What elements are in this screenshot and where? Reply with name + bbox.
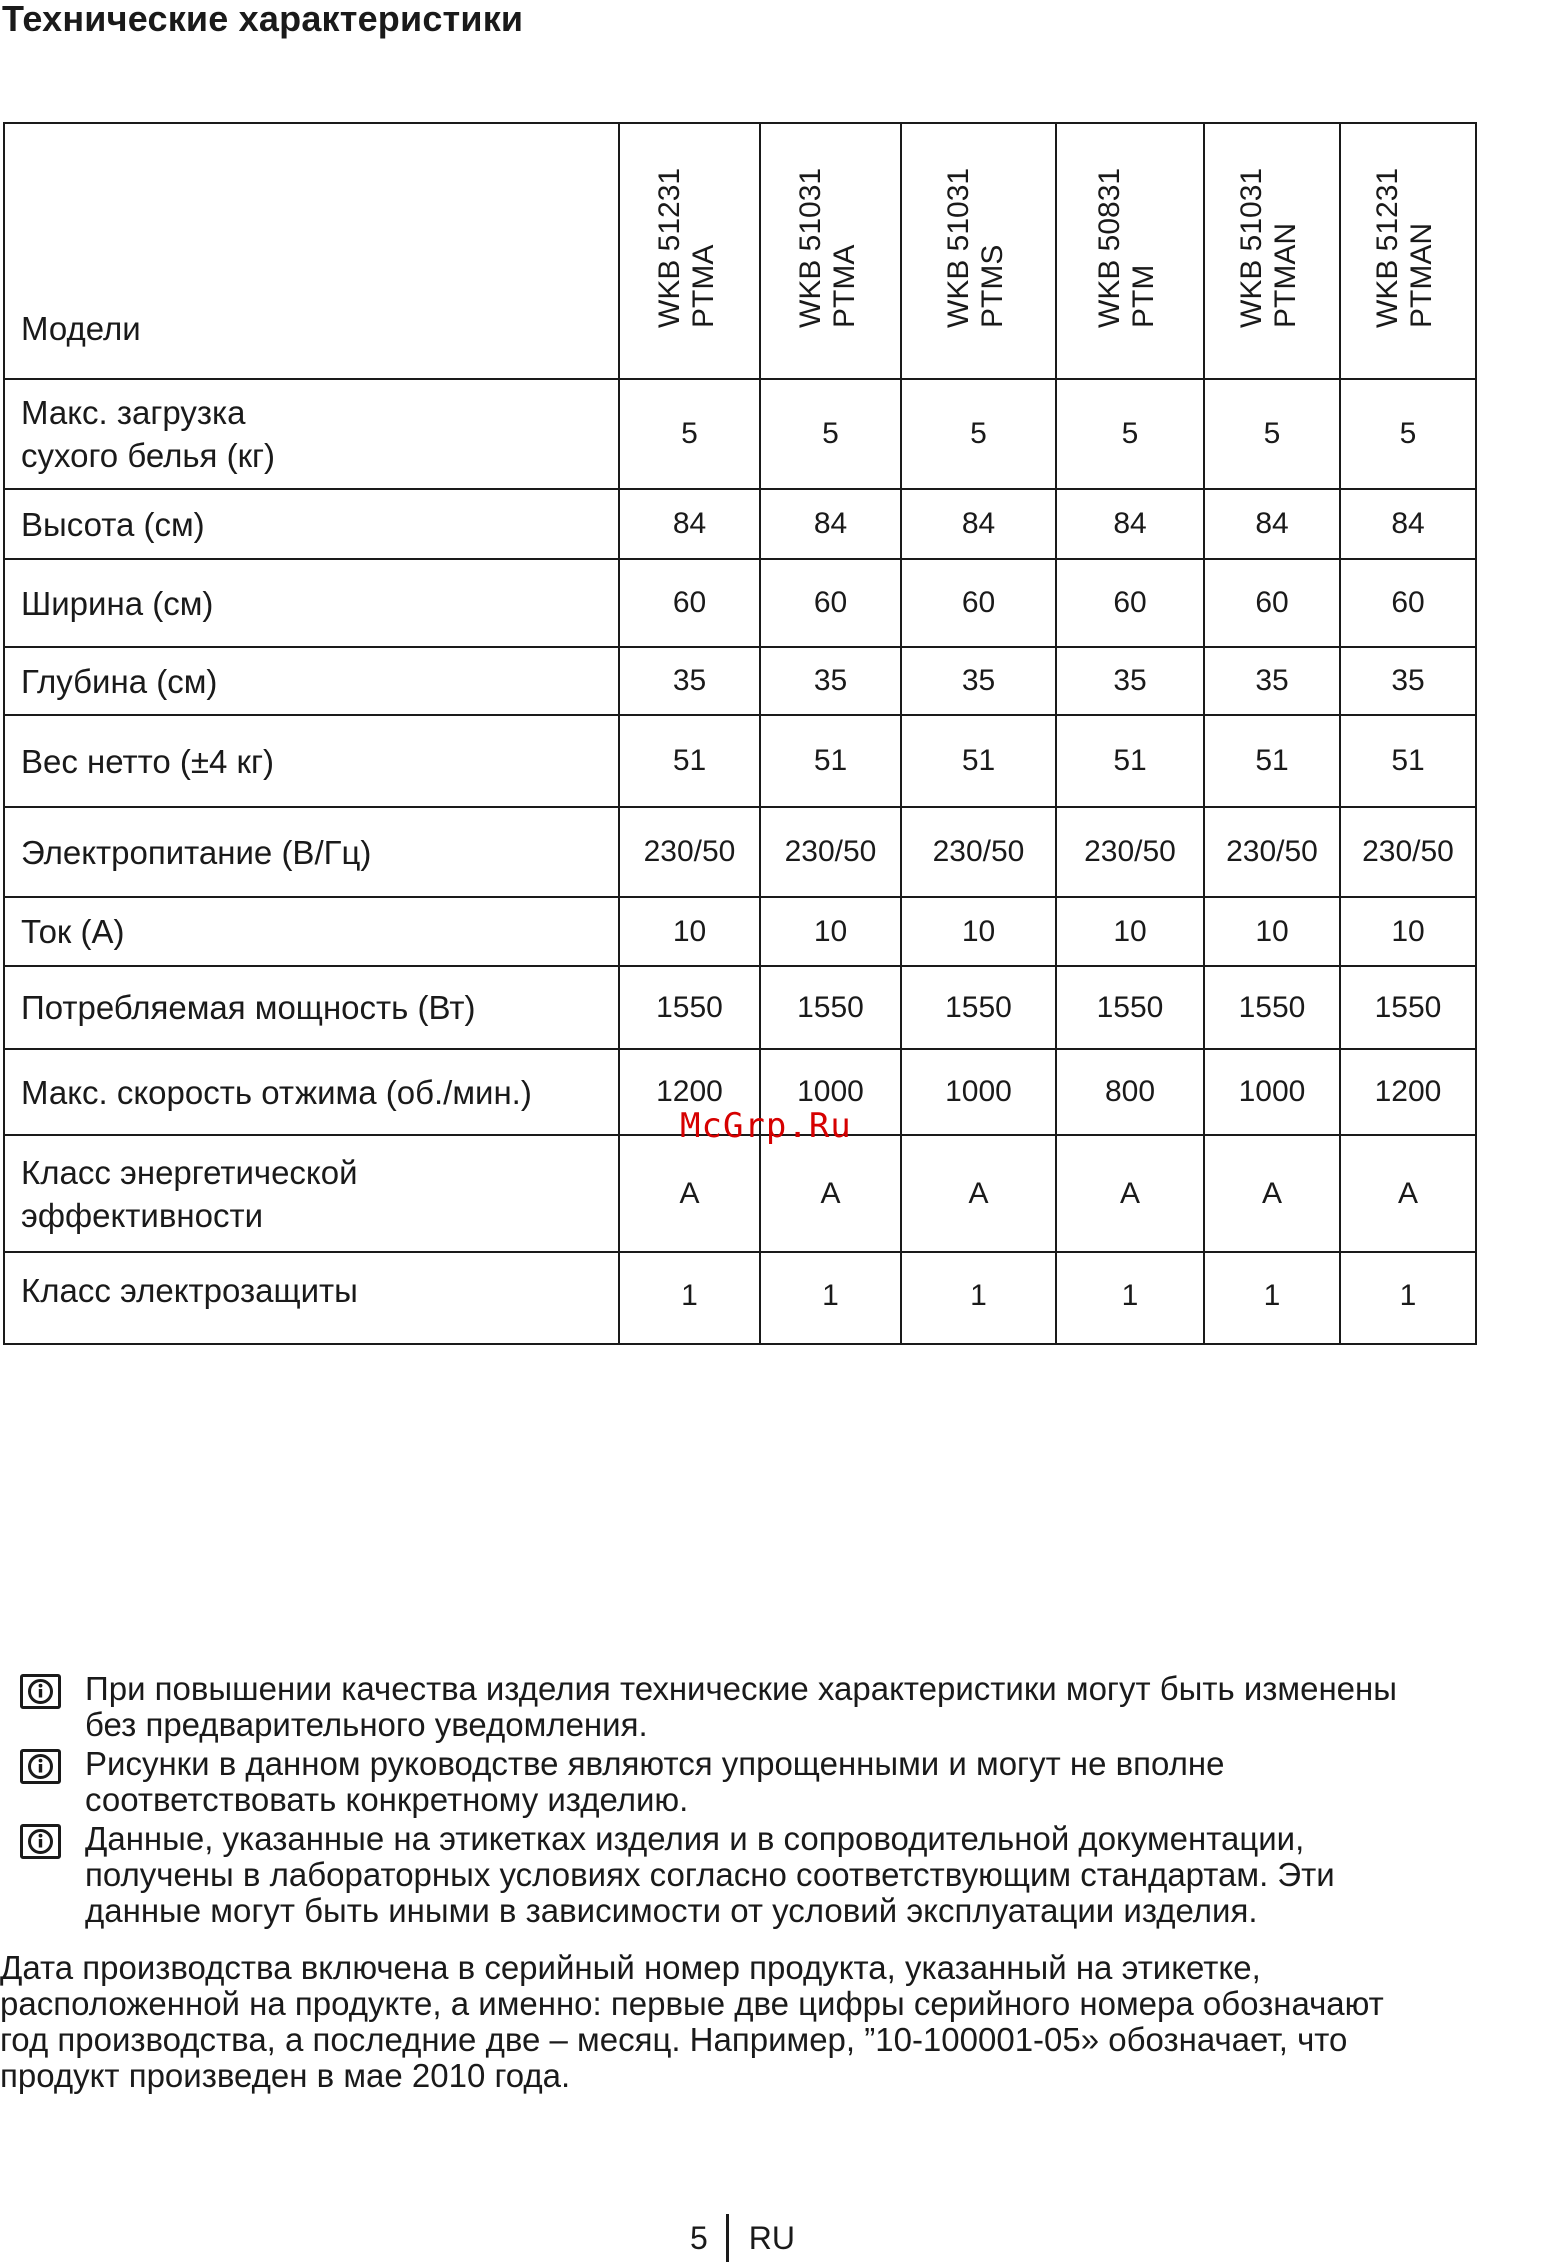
table-row	[4, 489, 1476, 559]
table-cell: 1550	[760, 966, 901, 1049]
table-cell: 230/50	[1340, 807, 1476, 897]
table-cell: 35	[619, 647, 760, 715]
model-header	[1056, 123, 1204, 379]
table-cell: 1550	[619, 966, 760, 1049]
table-cell: 1000	[1204, 1049, 1340, 1135]
table-cell: 1550	[901, 966, 1056, 1049]
table-cell: 10	[760, 897, 901, 966]
table-row	[4, 966, 1476, 1049]
note-line: без предварительного уведомления.	[85, 1706, 648, 1743]
table-cell: 230/50	[1056, 807, 1204, 897]
table-cell: A	[1204, 1135, 1340, 1252]
model-header	[619, 123, 760, 379]
note-line: При повышении качества изделия технические характеристики могут быть изменены	[85, 1670, 1397, 1707]
table-cell: 84	[1204, 489, 1340, 559]
note-item	[20, 1671, 1546, 1743]
table-cell: 60	[619, 559, 760, 647]
model-suffix: PTMA	[827, 244, 861, 328]
model-header	[901, 123, 1056, 379]
model-suffix: PTMS	[975, 244, 1009, 328]
table-cell: A	[901, 1135, 1056, 1252]
table-cell: 51	[1204, 715, 1340, 807]
table-cell: 1550	[1204, 966, 1340, 1049]
row-label: Глубина (см)	[4, 647, 619, 715]
model-suffix: PTM	[1127, 264, 1160, 328]
table-cell: 60	[760, 559, 901, 647]
page-number: 5	[690, 2219, 708, 2256]
table-cell: 1200	[1340, 1049, 1476, 1135]
info-icon	[20, 1674, 61, 1709]
table-cell: 1	[760, 1252, 901, 1344]
note-line: соответствовать конкретному изделию.	[85, 1781, 689, 1818]
table-cell: 230/50	[1204, 807, 1340, 897]
table-row	[4, 715, 1476, 807]
table-cell: 84	[901, 489, 1056, 559]
table-cell: 1	[1056, 1252, 1204, 1344]
table-cell: 5	[901, 379, 1056, 489]
table-cell: 84	[760, 489, 901, 559]
table-cell: 1550	[1056, 966, 1204, 1049]
table-cell: 10	[619, 897, 760, 966]
model-code: WKB 51231	[1371, 167, 1404, 328]
row-label: Потребляемая мощность (Вт)	[4, 966, 619, 1049]
page-footer	[690, 2218, 795, 2258]
paragraph-line: расположенной на продукте, а именно: первые две цифры серийного номера обозначают	[0, 1985, 1384, 2022]
paragraph-line: год производства, а последние две – месяц. Например, ”10-100001-05» обозначает, что	[0, 2021, 1348, 2058]
table-cell: 800	[1056, 1049, 1204, 1135]
table-cell: 1000	[901, 1049, 1056, 1135]
table-row	[4, 559, 1476, 647]
note-line: Данные, указанные на этикетках изделия и в сопроводительной документации,	[85, 1820, 1305, 1857]
info-icon	[20, 1749, 61, 1784]
table-cell: 1	[1340, 1252, 1476, 1344]
notes-section	[20, 1671, 1546, 1932]
model-code: WKB 51031	[793, 167, 827, 328]
row-label: Вес нетто (±4 кг)	[4, 715, 619, 807]
table-cell: 230/50	[760, 807, 901, 897]
table-row	[4, 379, 1476, 489]
table-cell: 1	[901, 1252, 1056, 1344]
language-code: RU	[748, 2219, 796, 2256]
table-cell: 10	[901, 897, 1056, 966]
row-label-line: сухого белья (кг)	[21, 437, 276, 474]
note-line: данные могут быть иными в зависимости от условий эксплуатации изделия.	[85, 1892, 1258, 1929]
table-cell: 60	[901, 559, 1056, 647]
page-title: Технические характеристики	[2, 0, 524, 39]
table-cell: A	[1056, 1135, 1204, 1252]
footer-divider	[726, 2214, 729, 2262]
model-code: WKB 51031	[1235, 167, 1268, 328]
models-label: Модели	[4, 123, 619, 379]
table-cell: 5	[1056, 379, 1204, 489]
table-cell: 51	[1340, 715, 1476, 807]
table-cell: 60	[1204, 559, 1340, 647]
table-cell: 35	[1204, 647, 1340, 715]
table-cell: 35	[1056, 647, 1204, 715]
note-line: получены в лабораторных условиях согласно соответствующим стандартам. Эти	[85, 1856, 1335, 1893]
model-suffix: PTMAN	[1269, 223, 1302, 328]
table-cell: 84	[1340, 489, 1476, 559]
table-cell: 1200	[619, 1049, 760, 1135]
row-label: Электропитание (В/Гц)	[4, 807, 619, 897]
note-item	[20, 1746, 1546, 1818]
table-cell: A	[760, 1135, 901, 1252]
model-code: WKB 50831	[1093, 167, 1126, 328]
table-cell: 5	[1204, 379, 1340, 489]
row-label: Ток (А)	[4, 897, 619, 966]
table-cell: 1	[1204, 1252, 1340, 1344]
row-label: Класс электрозащиты	[4, 1252, 619, 1344]
table-cell: 51	[901, 715, 1056, 807]
model-code: WKB 51031	[941, 167, 975, 328]
specs-table	[3, 122, 1477, 1345]
table-row	[4, 1252, 1476, 1344]
table-cell: 51	[1056, 715, 1204, 807]
paragraph-line: Дата производства включена в серийный номер продукта, указанный на этикетке,	[0, 1949, 1261, 1986]
model-header	[1340, 123, 1476, 379]
table-cell: 35	[1340, 647, 1476, 715]
table-row	[4, 1135, 1476, 1252]
table-cell: 51	[760, 715, 901, 807]
production-date-paragraph	[0, 1950, 1546, 2094]
table-cell: A	[619, 1135, 760, 1252]
table-cell: 5	[760, 379, 901, 489]
table-cell: 1550	[1340, 966, 1476, 1049]
table-cell: 10	[1204, 897, 1340, 966]
table-cell: 84	[1056, 489, 1204, 559]
model-header	[760, 123, 901, 379]
table-row	[4, 647, 1476, 715]
row-label-line: Макс. загрузка	[21, 394, 246, 431]
table-row	[4, 807, 1476, 897]
table-cell: 5	[619, 379, 760, 489]
row-label	[4, 1135, 619, 1252]
table-cell: 1000	[760, 1049, 901, 1135]
table-cell: 10	[1056, 897, 1204, 966]
table-cell: 35	[760, 647, 901, 715]
table-cell: 51	[619, 715, 760, 807]
note-item	[20, 1821, 1546, 1929]
table-cell: 35	[901, 647, 1056, 715]
table-cell: 5	[1340, 379, 1476, 489]
table-cell: 60	[1340, 559, 1476, 647]
table-row	[4, 897, 1476, 966]
table-cell: 84	[619, 489, 760, 559]
note-line: Рисунки в данном руководстве являются упрощенными и могут не вполне	[85, 1745, 1225, 1782]
table-cell: 230/50	[619, 807, 760, 897]
row-label-line: эффективности	[21, 1196, 264, 1234]
row-label: Ширина (см)	[4, 559, 619, 647]
row-label: Высота (см)	[4, 489, 619, 559]
model-header	[1204, 123, 1340, 379]
watermark: McGrp.Ru	[680, 1106, 852, 1146]
table-cell: 60	[1056, 559, 1204, 647]
row-label-line: Класс энергетической	[21, 1153, 358, 1191]
table-cell: 1	[619, 1252, 760, 1344]
model-suffix: PTMAN	[1405, 223, 1438, 328]
row-label	[4, 379, 619, 489]
model-suffix: PTMA	[686, 244, 720, 328]
paragraph-line: продукт произведен в мае 2010 года.	[0, 2057, 571, 2094]
table-cell: 10	[1340, 897, 1476, 966]
table-cell: 230/50	[901, 807, 1056, 897]
info-icon	[20, 1824, 61, 1859]
row-label: Макс. скорость отжима (об./мин.)	[4, 1049, 619, 1135]
models-header-row	[4, 123, 1476, 379]
model-code: WKB 51231	[652, 167, 686, 328]
table-cell: A	[1340, 1135, 1476, 1252]
